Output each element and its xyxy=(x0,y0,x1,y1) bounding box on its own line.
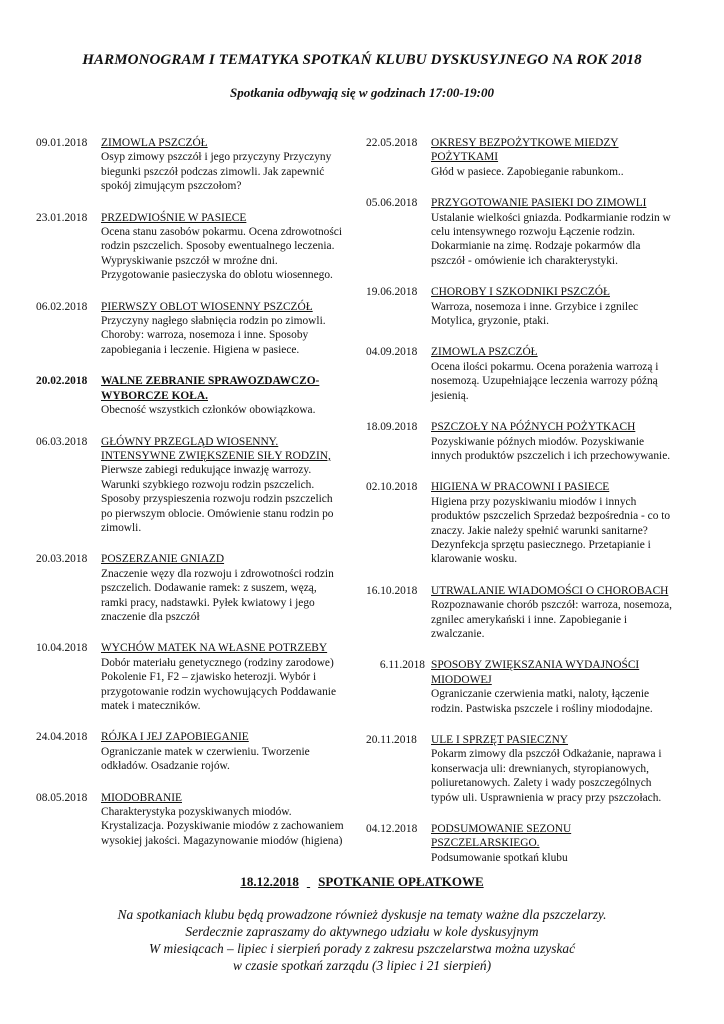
closing-notes xyxy=(60,906,664,974)
schedule-entry xyxy=(366,196,676,268)
entry-date: 06.02.2018 xyxy=(36,300,88,313)
note-line: w czasie spotkań zarządu (3 lipiec i 21 sierpień) xyxy=(232,958,492,973)
entry-description: Podsumowanie spotkań klubu xyxy=(431,851,568,864)
schedule-entry xyxy=(366,420,676,463)
schedule-entry xyxy=(366,658,676,716)
entry-description: Dobór materiału genetycznego (rodziny zarodowe) Pokolenie F1, F2 – zjawisko heterozji. Wybór i przygotowanie rodzin wychowujących Poddawanie matek i mateczników. xyxy=(101,656,337,712)
entry-date: 20.11.2018 xyxy=(366,734,417,746)
entry-date: 05.06.2018 xyxy=(366,197,418,210)
schedule-entry xyxy=(36,136,346,194)
entry-topic: ZIMOWLA PSZCZÓŁ xyxy=(101,137,208,149)
entry-description: Ocena stanu zasobów pokarmu. Ocena zdrowotności rodzin pszczelich. Sposoby ewentualnego leczenia. Wypryskiwanie pszczół w mroźne dni. Przygotowanie pasieczyska do oblotu wiosennego. xyxy=(101,226,343,282)
entry-topic: CHOROBY I SZKODNIKI PSZCZÓŁ xyxy=(431,286,610,299)
entry-description: Pierwsze zabiegi redukujące inwazję warrozy. Warunki szybkiego rozwoju rodzin pszczelich. Sposoby przyspieszenia rozwoju rodzin pszczelich po pierwszym oblocie. Omówienie stanu rodzin po zimowli. xyxy=(101,464,334,534)
entry-date: 20.03.2018 xyxy=(36,553,88,566)
entry-date: 20.02.2018 xyxy=(36,375,88,388)
entry-topic: GŁÓWNY PRZEGLĄD WIOSENNY. INTENSYWNE ZWIĘKSZENIE SIŁY RODZIN, xyxy=(101,435,331,462)
entry-description: Ustalanie wielkości gniazda. Podkarmianie rodzin w celu intensywnego rozwoju Łączenie rodzin. Dokarmianie na zimę. Rodzaje pokarmów dla pszczół - omówienie ich charakterystyki. xyxy=(431,211,671,267)
schedule-left-column xyxy=(36,136,346,865)
entry-description: Higiena przy pozyskiwaniu miodów i innych produktów pszczelich Sprzedaż bezpośrednia - co to znaczy. Jakie należy spełnić warunki sanitarne? Dezynfekcja sprzętu pasiecznego. Przetapianie i klarowanie wosku. xyxy=(431,495,671,566)
schedule-entry xyxy=(36,791,346,849)
entry-topic: SPOSOBY ZWIĘKSZANIA WYDAJNOŚCI MIODOWEJ xyxy=(431,659,640,686)
entry-description: Przyczyny nagłego słabnięcia rodzin po zimowli. Choroby: warroza, nosemoza i inne. Sposoby zapobiegania i leczenie. Higiena w pasiece. xyxy=(101,315,326,356)
entry-date: 04.12.2018 xyxy=(366,823,418,836)
schedule-entry xyxy=(366,733,676,805)
entry-topic: PRZEDWIOŚNIE W PASIECE xyxy=(101,211,247,224)
document-title: HARMONOGRAM I TEMATYKA SPOTKAŃ KLUBU DYSKUSYJNEGO NA ROK 2018 xyxy=(82,52,642,68)
entry-date: 02.10.2018 xyxy=(366,481,418,494)
entry-description: Głód w pasiece. Zapobieganie rabunkom.. xyxy=(431,165,624,178)
schedule-entry xyxy=(366,285,676,328)
entry-description: Obecność wszystkich członków obowiązkowa. xyxy=(101,404,316,417)
entry-description: Ocena ilości pokarmu. Ocena porażenia warrozą i nosemozą. Uzupełniające leczenia warrozy późną jesienią. xyxy=(431,360,659,402)
entry-topic: WALNE ZEBRANIE SPRAWOZDAWCZO-WYBORCZE KOŁA. xyxy=(101,375,320,402)
christmas-meeting-date: 18.12.2018 xyxy=(240,874,299,889)
entry-topic: PODSUMOWANIE SEZONU PSZCZELARSKIEGO. xyxy=(431,823,572,850)
entry-topic: WYCHÓW MATEK NA WŁASNE POTRZEBY xyxy=(101,642,328,655)
schedule-entry xyxy=(36,211,346,283)
entry-topic: UTRWALANIE WIADOMOŚCI O CHOROBACH xyxy=(431,584,669,597)
entry-topic: HIGIENA W PRACOWNI I PASIECE xyxy=(431,481,610,494)
schedule-entry xyxy=(366,822,676,865)
entry-description: Ograniczanie matek w czerwieniu. Tworzenie odkładów. Osadzanie rojów. xyxy=(101,745,310,773)
schedule-entry xyxy=(36,730,346,773)
entry-date: 19.06.2018 xyxy=(366,286,418,299)
note-line: W miesiącach – lipiec i sierpień porady z zakresu pszczelarstwa można uzyskać xyxy=(148,941,576,956)
entry-date: 18.09.2018 xyxy=(366,421,418,434)
schedule-entry xyxy=(366,345,676,403)
entry-topic: POSZERZANIE GNIAZD xyxy=(101,553,225,566)
entry-description: Warroza, nosemoza i inne. Grzybice i zgnilec Motylica, gryzonie, ptaki. xyxy=(431,300,639,328)
schedule-entry xyxy=(366,584,676,642)
christmas-meeting-label: SPOTKANIE OPŁATKOWE xyxy=(318,874,484,889)
entry-description: Znaczenie węzy dla rozwoju i zdrowotności rodzin pszczelich. Dodawanie ramek: z suszem, węzą, ramki pracy, nadstawki. Pyłek kwiatowy i jego znaczenie dla pszczół xyxy=(101,567,334,623)
entry-date: 16.10.2018 xyxy=(366,584,418,597)
entry-topic: PRZYGOTOWANIE PASIEKI DO ZIMOWLI xyxy=(431,197,647,210)
entry-topic: RÓJKA I JEJ ZAPOBIEGANIE xyxy=(101,731,249,744)
entry-topic: PIERWSZY OBLOT WIOSENNY PSZCZÓŁ xyxy=(101,300,313,313)
entry-topic: PSZCZOŁY NA PÓŹNYCH POŻYTKACH xyxy=(431,421,636,434)
entry-description: Osyp zimowy pszczół i jego przyczyny Przyczyny biegunki pszczół podczas zimowli. Jak zapewnić spokój zimującym pszczołom? xyxy=(101,151,332,193)
entry-date: 6.11.2018 xyxy=(379,659,425,672)
entry-date: 23.01.2018 xyxy=(36,211,88,224)
entry-topic: ULE I SPRZĘT PASIECZNY xyxy=(431,734,569,746)
schedule-entry xyxy=(36,552,346,624)
entry-topic: ZIMOWLA PSZCZÓŁ xyxy=(431,346,538,359)
note-line: Serdecznie zapraszamy do aktywnego udziału w kole dyskusyjnym xyxy=(185,924,539,939)
entry-date: 06.03.2018 xyxy=(36,435,88,448)
entry-description: Pokarm zimowy dla pszczół Odkażanie, naprawa i konserwacja uli: drewnianych, styropianowych, poliuretanowych. Zalety i wady poszczególnych typów uli. Usprawnienia w pracy przy pszczołach. xyxy=(431,748,662,804)
schedule-entry xyxy=(36,374,346,417)
entry-description: Rozpoznawanie chorób pszczół: warroza, nosemoza, zgnilec amerykański i inne. Zapobieganie i zwalczanie. xyxy=(431,599,672,640)
entry-date: 09.01.2018 xyxy=(36,137,88,149)
entry-description: Ograniczanie czerwienia matki, naloty, łączenie rodzin. Pastwiska pszczele i rośliny miododajne. xyxy=(431,688,653,715)
entry-date: 08.05.2018 xyxy=(36,791,88,804)
schedule-entry xyxy=(366,480,676,566)
entry-topic: MIODOBRANIE xyxy=(101,791,182,804)
christmas-meeting xyxy=(0,874,724,890)
meeting-hours: Spotkania odbywają się w godzinach 17:00-19:00 xyxy=(230,85,494,100)
entry-date: 24.04.2018 xyxy=(36,731,88,744)
schedule-entry xyxy=(36,300,346,358)
entry-date: 22.05.2018 xyxy=(366,137,418,149)
schedule-entry xyxy=(366,136,676,179)
entry-description: Charakterystyka pozyskiwanych miodów. Krystalizacja. Pozyskiwanie miodów z zachowaniem wysokiej jakości. Magazynowanie miodów (higiena) xyxy=(101,806,344,847)
schedule-entry xyxy=(36,641,346,713)
entry-date: 10.04.2018 xyxy=(36,642,88,655)
entry-description: Pozyskiwanie późnych miodów. Pozyskiwanie innych produktów pszczelich i ich przechowywanie. xyxy=(431,435,671,462)
entry-topic: OKRESY BEZPOŻYTKOWE MIEDZY POŻYTKAMI xyxy=(431,137,619,164)
schedule-entry xyxy=(36,435,346,536)
schedule-right-column xyxy=(366,136,676,882)
entry-date: 04.09.2018 xyxy=(366,346,418,359)
note-line: Na spotkaniach klubu będą prowadzone również dyskusje na tematy ważne dla pszczelarzy. xyxy=(117,907,607,922)
